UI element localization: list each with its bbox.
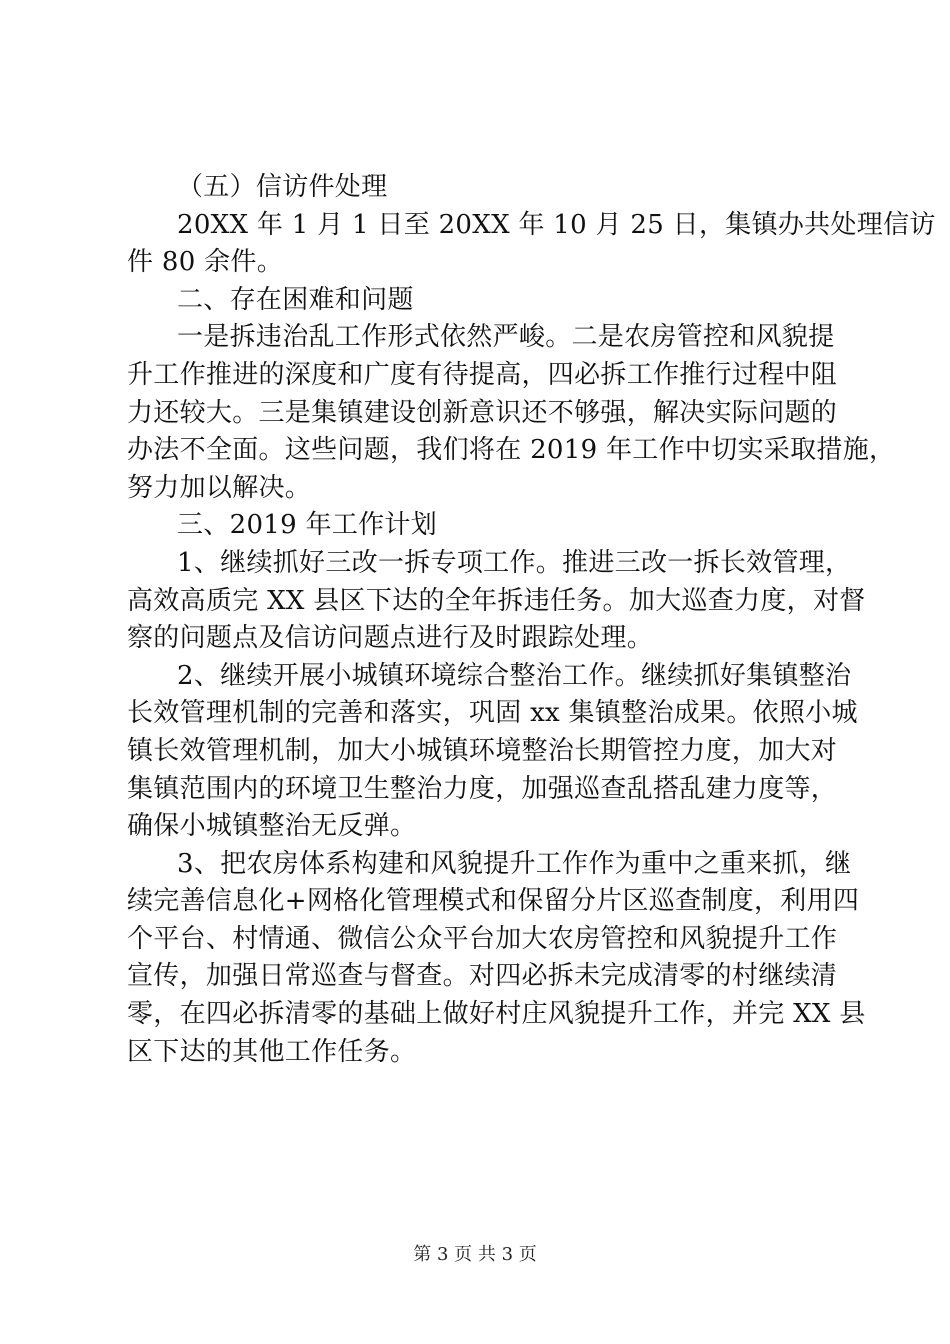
paragraph-line: 件 80 余件。	[127, 247, 284, 278]
document-body	[127, 169, 936, 1071]
paragraph-line: 升工作推进的深度和广度有待提高，四必拆工作推行过程中阻	[127, 359, 838, 390]
paragraph-line: 高效高质完 XX 县区下达的全年拆违任务。加大巡查力度，对督	[127, 585, 866, 616]
paragraph-line: 察的问题点及信访问题点进行及时跟踪处理。	[127, 623, 654, 654]
paragraph-line: 续完善信息化+网格化管理模式和保留分片区巡查制度，利用四	[127, 886, 860, 917]
paragraph-line: 努力加以解决。	[127, 472, 312, 503]
paragraph-line: 零，在四必拆清零的基础上做好村庄风貌提升工作，并完 XX 县	[127, 999, 866, 1030]
paragraph-line: 集镇范围内的环境卫生整治力度，加强巡查乱搭乱建力度等，	[127, 773, 838, 804]
paragraph-line: 镇长效管理机制，加大小城镇环境整治长期管控力度，加大对	[127, 735, 838, 766]
paragraph-line: 确保小城镇整治无反弹。	[127, 811, 417, 842]
section-heading-plan: 三、2019 年工作计划	[177, 510, 438, 541]
paragraph-line: 一是拆违治乱工作形式依然严峻。二是农房管控和风貌提	[177, 322, 835, 353]
paragraph-line: 3、把农房体系构建和风貌提升工作作为重中之重来抓，继	[177, 848, 852, 879]
page-number-footer: 第 3 页 共 3 页	[413, 1244, 537, 1265]
paragraph-line: 区下达的其他工作任务。	[127, 1036, 417, 1067]
section-heading-problems: 二、存在困难和问题	[177, 284, 414, 315]
paragraph-line: 个平台、村情通、微信公众平台加大农房管控和风貌提升工作	[127, 923, 838, 954]
paragraph-line: 20XX 年 1 月 1 日至 20XX 年 10 月 25 日，集镇办共处理信访	[177, 209, 936, 240]
paragraph-line: 1、继续抓好三改一拆专项工作。推进三改一拆长效管理，	[177, 547, 852, 578]
paragraph-line: 宣传，加强日常巡查与督查。对四必拆未完成清零的村继续清	[127, 961, 838, 992]
section-heading-petitions: （五）信访件处理	[177, 172, 388, 202]
paragraph-line: 长效管理机制的完善和落实，巩固 xx 集镇整治成果。依照小城	[127, 698, 858, 729]
paragraph-line: 力还较大。三是集镇建设创新意识还不够强，解决实际问题的	[127, 397, 838, 428]
paragraph-line: 办法不全面。这些问题，我们将在 2019 年工作中切实采取措施，	[127, 435, 896, 466]
paragraph-line: 2、继续开展小城镇环境综合整治工作。继续抓好集镇整治	[177, 660, 852, 691]
